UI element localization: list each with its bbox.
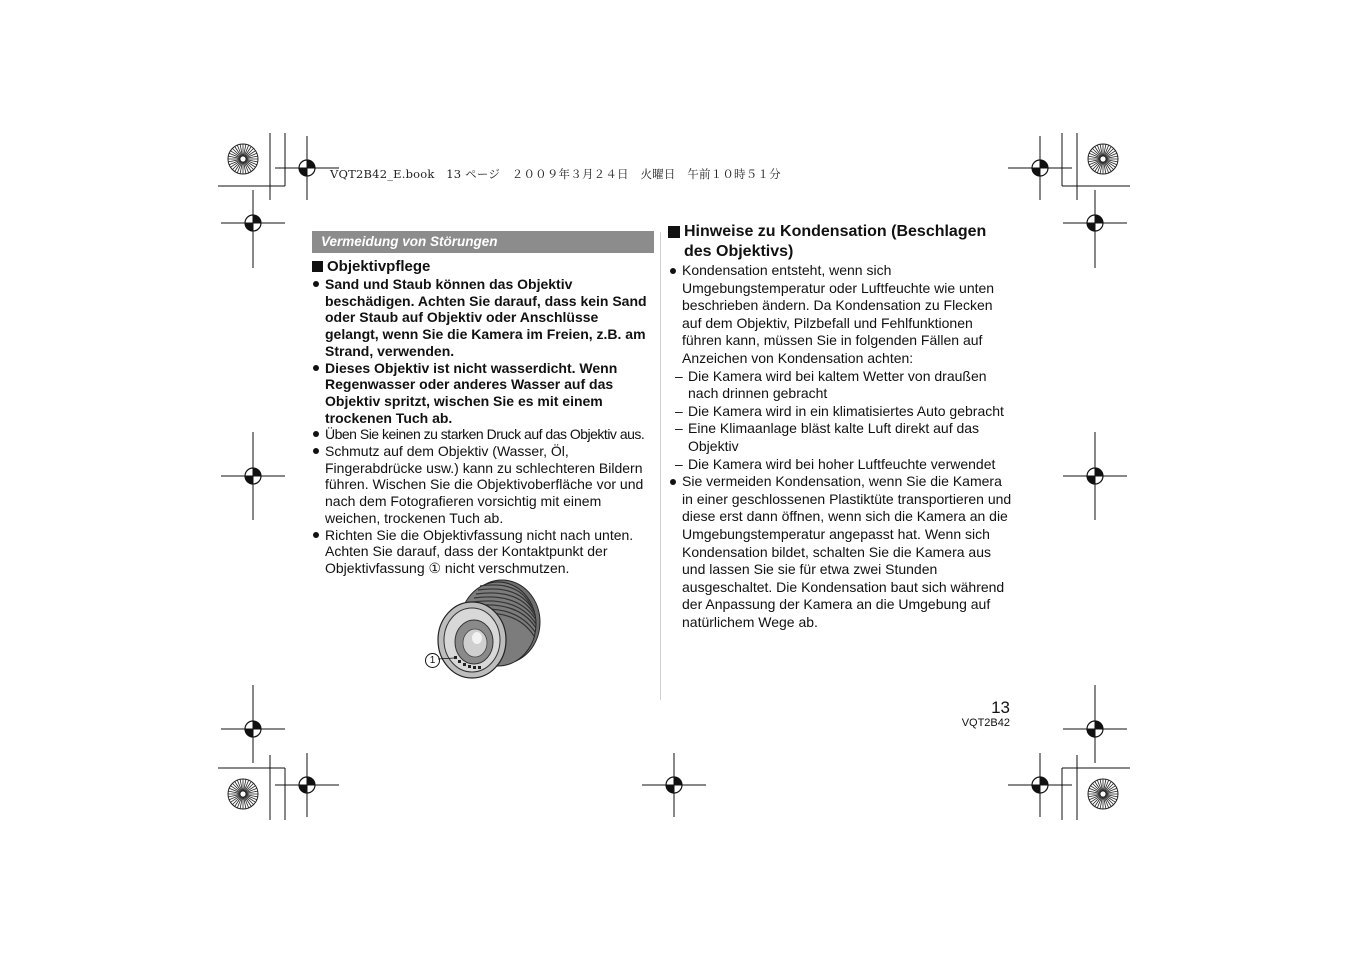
dash-item: – Die Kamera wird bei hoher Luftfeuchte verwendet: [668, 456, 1013, 474]
condensation-heading: [668, 222, 1013, 262]
left-column: [312, 231, 654, 577]
lens-care-list: [312, 276, 654, 577]
condensation-list: [668, 262, 1013, 368]
section-title: Vermeidung von Störungen: [312, 231, 654, 253]
condensation-cases: [668, 368, 1013, 474]
callout-1: 1: [425, 653, 440, 668]
square-bullet-icon: [668, 226, 680, 238]
list-item: Sie vermeiden Kondensation, wenn Sie die Kamera in einer geschlossenen Plastiktüte transportieren und diese erst dann öffnen, wenn sich die Kamera an die Umgebungstemperatur angepasst hat. Wenn sich Kondensation bildet, schalten Sie die Kamera aus und lassen Sie sie für etwa zwei Stunden ausgeschaltet. Die Kondensation baut sich während der Anpassung der Kamera an die Umgebung auf natürlichem Wege ab.: [668, 473, 1013, 631]
column-divider: [660, 232, 661, 700]
print-header: VQT2B42_E.book 13 ページ ２００９年３月２４日 火曜日 午前１０時５１分: [330, 167, 781, 181]
condensation-list-2: [668, 473, 1013, 631]
dash-item: – Die Kamera wird bei kaltem Wetter von draußen nach drinnen gebracht: [668, 368, 1013, 403]
list-item: Schmutz auf dem Objektiv (Wasser, Öl, Fingerabdrücke usw.) kann zu schlechteren Bildern führen. Wischen Sie die Objektivoberfläche vor und nach dem Fotografieren vorsichtig mit einem weichen, trockenen Tuch ab.: [312, 443, 654, 527]
square-bullet-icon: [312, 261, 323, 272]
list-item-text: Kondensation entsteht, wenn sich Umgebungstemperatur oder Luftfeuchte wie unten beschrieben ändern. Da Kondensation zu Flecken auf dem Objektiv, Pilzbefall und Fehlfunktionen führen kann, müssen Sie in folgenden Fällen auf Anzeichen von Kondensation achten:: [682, 262, 995, 366]
subheading-lens-care: [312, 257, 654, 276]
dash-item: – Die Kamera wird in ein klimatisiertes Auto gebracht: [668, 403, 1013, 421]
heading-text: Hinweise zu Kondensation (Beschlagen des Objektivs): [684, 223, 987, 260]
document-code: VQT2B42: [961, 717, 1010, 729]
list-item: Dieses Objektiv ist nicht wasserdicht. Wenn Regenwasser oder anderes Wasser auf das Objektiv spritzt, wischen Sie es mit einem trockenen Tuch ab.: [312, 360, 654, 427]
subheading-text: Objektivpflege: [327, 258, 431, 275]
dash-item: – Eine Klimaanlage bläst kalte Luft direkt auf das Objektiv: [668, 420, 1013, 455]
right-column: [668, 222, 1013, 631]
list-item: [668, 262, 1013, 368]
list-item: Üben Sie keinen zu starken Druck auf das Objektiv aus.: [312, 426, 654, 443]
list-item: Sand und Staub können das Objektiv beschädigen. Achten Sie darauf, dass kein Sand oder Staub auf Objektiv oder Anschlüsse gelangt, wenn Sie die Kamera im Freien, z.B. am Strand, verwenden.: [312, 276, 654, 360]
lens-illustration: [420, 578, 550, 682]
page-number: 13: [991, 698, 1010, 717]
list-item: Richten Sie die Objektivfassung nicht nach unten. Achten Sie darauf, dass der Kontaktpunkt der Objektivfassung ① nicht verschmutzen.: [312, 527, 654, 577]
